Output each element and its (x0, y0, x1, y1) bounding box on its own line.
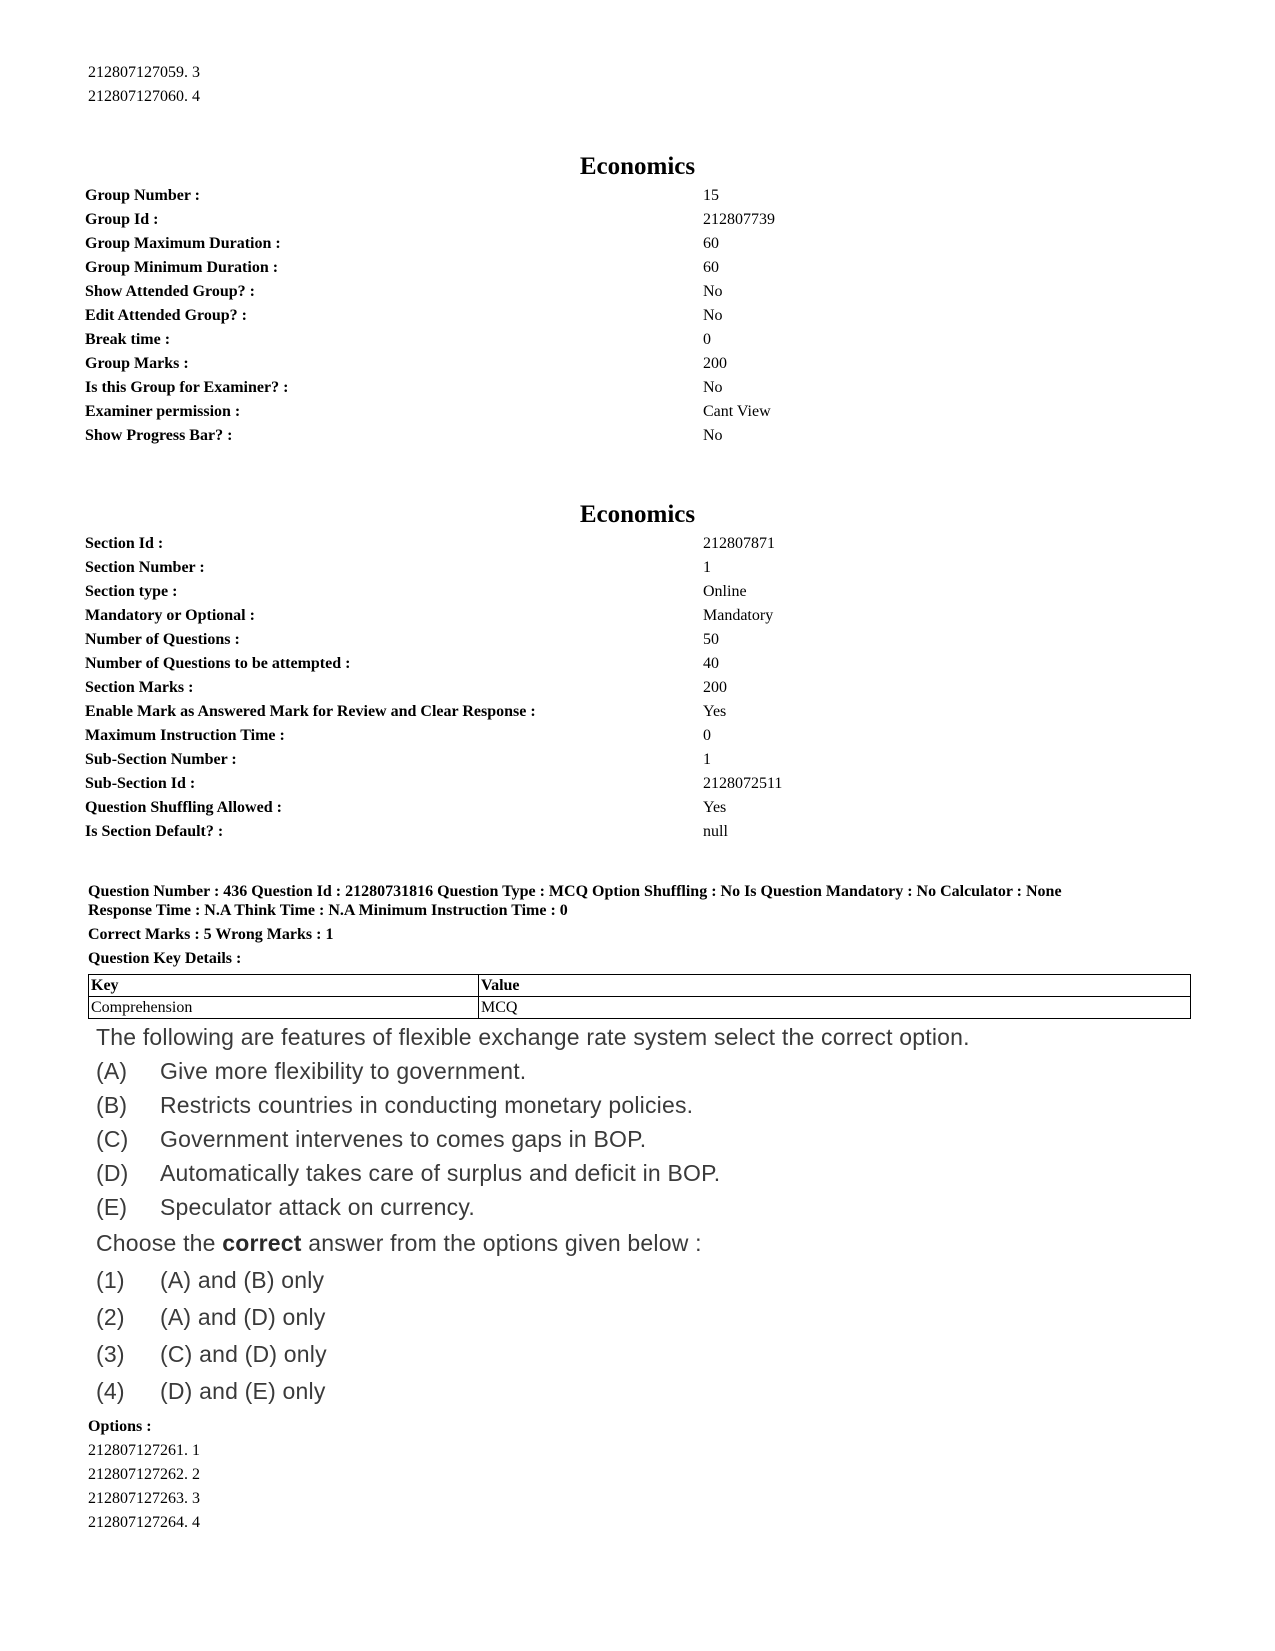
question-stem (96, 1020, 1196, 1054)
row-label: Examiner permission : (85, 403, 241, 420)
row-label: Is this Group for Examiner? : (85, 379, 289, 396)
row-value: Yes (703, 799, 727, 816)
option-item: 212807127264. 4 (88, 1514, 200, 1531)
row-label: Is Section Default? : (85, 823, 224, 840)
row-label: Section Number : (85, 559, 205, 576)
group-row (85, 184, 1235, 208)
row-value: 60 (703, 235, 719, 252)
section-row (85, 748, 1235, 772)
statement-label: (A) (96, 1058, 128, 1084)
group-row (85, 256, 1235, 280)
row-label: Edit Attended Group? : (85, 307, 247, 324)
choose-suffix: answer from the options given below : (301, 1230, 702, 1256)
statement-text: Speculator attack on currency. (160, 1194, 475, 1220)
answer-text: (A) and (B) only (160, 1267, 325, 1293)
statement-text: Give more flexibility to government. (160, 1058, 527, 1084)
question-body (96, 1020, 1196, 1410)
row-label: Group Minimum Duration : (85, 259, 279, 276)
section-row (85, 652, 1235, 676)
options-list (88, 1415, 200, 1535)
answer-text: (C) and (D) only (160, 1341, 327, 1367)
section-row (85, 628, 1235, 652)
section-title: Economics (579, 501, 696, 528)
row-value: Cant View (703, 403, 771, 420)
statement-text: Automatically takes care of surplus and deficit in BOP. (160, 1160, 721, 1186)
question-stem-text: The following are features of flexible exchange rate system select the correct option. (96, 1024, 970, 1050)
choose-bold: correct (222, 1230, 302, 1256)
row-value: 0 (703, 727, 711, 744)
row-value: 60 (703, 259, 719, 276)
options-label: Options : (88, 1418, 152, 1435)
row-label: Section Marks : (85, 679, 194, 696)
statement-label: (B) (96, 1092, 128, 1118)
question-marks: Correct Marks : 5 Wrong Marks : 1 (88, 926, 334, 943)
section-row (85, 676, 1235, 700)
group-title: Economics (579, 153, 696, 180)
section-row (85, 724, 1235, 748)
row-label: Show Progress Bar? : (85, 427, 233, 444)
group-row (85, 304, 1235, 328)
table-cell-key: Comprehension (89, 997, 479, 1019)
group-row (85, 208, 1235, 232)
row-value: 2128072511 (703, 775, 783, 792)
row-value: Online (703, 583, 747, 600)
table-header-row (89, 975, 1191, 997)
section-row (85, 604, 1235, 628)
row-label: Group Id : (85, 211, 159, 228)
row-label: Sub-Section Id : (85, 775, 196, 792)
row-label: Break time : (85, 331, 171, 348)
table-cell-value: MCQ (479, 997, 1191, 1019)
statement (96, 1122, 1196, 1156)
row-value: Mandatory (703, 607, 774, 624)
option-item: 212807127263. 3 (88, 1490, 200, 1507)
group-row (85, 352, 1235, 376)
question-key-details-label: Question Key Details : (88, 950, 242, 967)
section-details (85, 532, 1235, 844)
section-row (85, 580, 1235, 604)
statement (96, 1190, 1196, 1224)
statement-label: (C) (96, 1126, 129, 1152)
choose-instruction (96, 1224, 1196, 1262)
question-key-table (88, 974, 1191, 1019)
row-label: Section Id : (85, 535, 164, 552)
row-label: Maximum Instruction Time : (85, 727, 285, 744)
answer-label: (2) (96, 1304, 125, 1330)
option-item: 212807127261. 1 (88, 1442, 200, 1459)
previous-option: 212807127059. 3 (88, 64, 200, 81)
section-row (85, 700, 1235, 724)
row-value: 40 (703, 655, 719, 672)
row-value: 212807871 (703, 535, 775, 552)
answer-label: (1) (96, 1267, 125, 1293)
row-label: Number of Questions : (85, 631, 240, 648)
question-meta-line: Response Time : N.A Think Time : N.A Minimum Instruction Time : 0 (88, 902, 568, 919)
section-row (85, 532, 1235, 556)
previous-option: 212807127060. 4 (88, 88, 200, 105)
group-row (85, 400, 1235, 424)
row-value: 212807739 (703, 211, 775, 228)
row-label: Number of Questions to be attempted : (85, 655, 351, 672)
table-header-value: Value (479, 975, 1191, 997)
row-label: Sub-Section Number : (85, 751, 237, 768)
row-label: Group Number : (85, 187, 200, 204)
row-value: No (703, 283, 723, 300)
group-row (85, 232, 1235, 256)
group-row (85, 376, 1235, 400)
choose-prefix: Choose the (96, 1230, 223, 1256)
table-header-key: Key (89, 975, 479, 997)
section-row (85, 820, 1235, 844)
answer-choice (96, 1373, 1196, 1410)
table-row (89, 997, 1191, 1019)
group-row (85, 424, 1235, 448)
row-label: Group Marks : (85, 355, 189, 372)
answer-choice (96, 1299, 1196, 1336)
row-value: 50 (703, 631, 719, 648)
answer-choice (96, 1262, 1196, 1299)
section-row (85, 556, 1235, 580)
row-value: 200 (703, 355, 727, 372)
answer-text: (A) and (D) only (160, 1304, 326, 1330)
answer-label: (3) (96, 1341, 125, 1367)
statement-label: (E) (96, 1194, 128, 1220)
row-value: 1 (703, 559, 711, 576)
previous-options-list (88, 61, 200, 109)
section-row (85, 796, 1235, 820)
row-label: Group Maximum Duration : (85, 235, 281, 252)
row-label: Mandatory or Optional : (85, 607, 255, 624)
group-row (85, 328, 1235, 352)
row-value: No (703, 427, 723, 444)
answer-label: (4) (96, 1378, 125, 1404)
statement (96, 1156, 1196, 1190)
row-value: No (703, 307, 723, 324)
row-value: Yes (703, 703, 727, 720)
question-meta-line: Question Number : 436 Question Id : 21280731816 Question Type : MCQ Option Shuffling : No Is Question Mandatory : No Calculator : None (88, 883, 1062, 900)
row-value: 15 (703, 187, 719, 204)
row-label: Section type : (85, 583, 178, 600)
group-row (85, 280, 1235, 304)
row-value: 1 (703, 751, 711, 768)
statement (96, 1088, 1196, 1122)
question-meta (88, 882, 1198, 968)
row-value: No (703, 379, 723, 396)
row-label: Question Shuffling Allowed : (85, 799, 282, 816)
row-label: Show Attended Group? : (85, 283, 255, 300)
statement-text: Government intervenes to comes gaps in BOP. (160, 1126, 647, 1152)
row-label: Enable Mark as Answered Mark for Review and Clear Response : (85, 703, 536, 720)
row-value: null (703, 823, 728, 840)
row-value: 200 (703, 679, 727, 696)
answer-text: (D) and (E) only (160, 1378, 326, 1404)
group-details (85, 184, 1235, 448)
statement (96, 1054, 1196, 1088)
row-value: 0 (703, 331, 711, 348)
statement-text: Restricts countries in conducting monetary policies. (160, 1092, 694, 1118)
section-row (85, 772, 1235, 796)
option-item: 212807127262. 2 (88, 1466, 200, 1483)
answer-choice (96, 1336, 1196, 1373)
statement-label: (D) (96, 1160, 129, 1186)
